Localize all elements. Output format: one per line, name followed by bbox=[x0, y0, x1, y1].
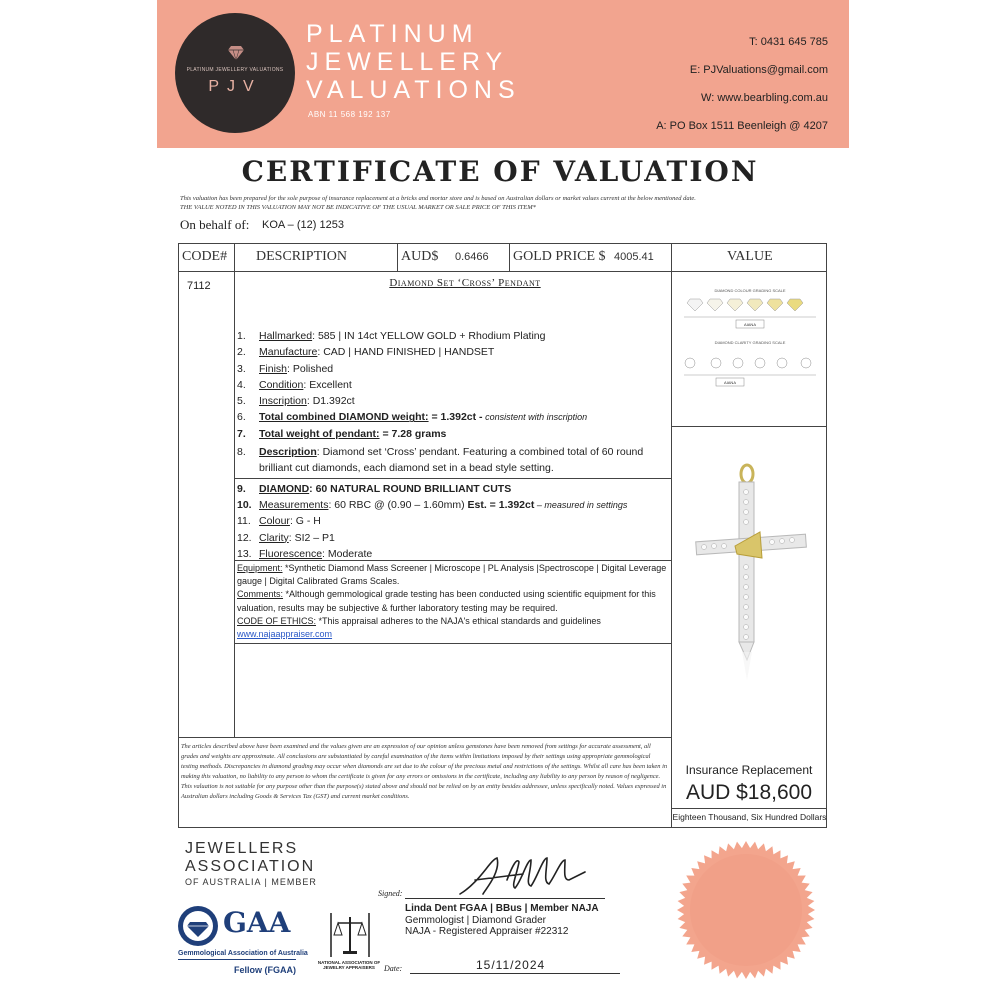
insurance-value-words: Eighteen Thousand, Six Hundred Dollars bbox=[672, 812, 827, 822]
gaa-fellow: Fellow (FGAA) bbox=[234, 965, 296, 975]
equipment-note: Equipment: *Synthetic Diamond Mass Screener | Microscope | PL Analysis |Spectroscope | Digital Leverage gauge | Digital Calibrated Grams Scales. bbox=[237, 563, 667, 587]
code-col-divider bbox=[234, 243, 235, 738]
naja-logo-text: NATIONAL ASSOCIATION OF JEWELRY APPRAISERS bbox=[317, 960, 381, 970]
items-divider-3 bbox=[234, 643, 671, 644]
grading-scale-chart bbox=[676, 285, 824, 417]
company-logo bbox=[175, 13, 295, 133]
email: E: PJValuations@gmail.com bbox=[689, 64, 828, 76]
diamond-logo-icon bbox=[228, 46, 244, 60]
spec-row: 9. DIAMOND: 60 NATURAL ROUND BRILLIANT CUTS bbox=[237, 482, 512, 495]
insurance-value: AUD $18,600 bbox=[685, 781, 813, 804]
date-line bbox=[410, 973, 620, 974]
item-title: Diamond Set ‘Cross’ Pendant bbox=[389, 277, 541, 289]
table-body-bottom bbox=[178, 737, 672, 738]
spec-row: 1. Hallmarked: 585 | IN 14ct YELLOW GOLD + Rhodium Plating bbox=[237, 330, 546, 342]
col-description-header: DESCRIPTION bbox=[256, 249, 348, 264]
naja-scales-icon bbox=[330, 913, 370, 957]
behalf-value: KOA – (12) 1253 bbox=[262, 219, 344, 231]
colour-scale-gems bbox=[687, 299, 803, 311]
item-specifications bbox=[237, 328, 673, 562]
spec-row: 5. Inscription: D1.392ct bbox=[237, 395, 355, 408]
gold-col-divider bbox=[509, 243, 510, 271]
signed-label: Signed: bbox=[378, 889, 403, 898]
spec-row: 11. Colour: G - H bbox=[237, 515, 321, 528]
insurance-label: Insurance Replacement bbox=[685, 763, 813, 777]
insurance-divider bbox=[672, 808, 827, 809]
logo-monogram: PJV bbox=[208, 78, 262, 95]
jaa-logo: JEWELLERS ASSOCIATION bbox=[185, 840, 316, 875]
cross-pendant-image bbox=[690, 462, 812, 692]
naja-link[interactable]: www.najaappraiser.com bbox=[237, 629, 333, 640]
svg-text:AIANA: AIANA bbox=[723, 380, 737, 385]
clarity-scale-gems bbox=[685, 358, 811, 368]
comments-note: Comments: *Although gemmological grade testing has been conducted using scientific equipment for this valuation, results may be subjective & further laboratory testing may be required. bbox=[237, 589, 656, 613]
signer-details: Linda Dent FGAA | BBus | Member NAJA Gemmologist | Diamond Grader NAJA - Registered Appraiser #22312 bbox=[405, 903, 599, 937]
svg-text:DIAMOND CLARITY GRADING SCALE: DIAMOND CLARITY GRADING SCALE bbox=[714, 340, 786, 345]
spec-row: 10. Measurements: 60 RBC @ (0.90 – 1.60mm) Est. = 1.392ct – measured in settings bbox=[237, 498, 628, 511]
brand-name: PLATINUM JEWELLERY VALUATIONS bbox=[306, 20, 521, 104]
item-code: 7112 bbox=[187, 280, 211, 292]
intro-statement: This valuation has been prepared for the sole purpose of insurance replacement at a bricks and mortar store and is based on Australian dollars or market values current at the below mentioned date. THE VALUE NOTED IN THIS VALUATION MAY NOT BE INDICATIVE OF THE USUAL MARKET OR SALE PRICE OF THIS ITEM* bbox=[180, 195, 696, 211]
spec-row: 8. Description: Diamond set ‘Cross’ pendant. Featuring a combined total of 60 round brilliant cut diamonds, each diamond set in a bead style setting. bbox=[237, 446, 644, 475]
gaa-emblem-icon bbox=[177, 905, 219, 947]
col-aud-header: AUD$ bbox=[401, 249, 439, 264]
spec-row: 7. Total weight of pendant: = 7.28 grams bbox=[237, 427, 447, 440]
legal-disclaimer: The articles described above have been examined and the values given are an expression of our opinion unless gemstones have been removed from settings for accurate assessment, all grades and weights are approximate. All conclusions are substantiated by careful examination of the items within limitations imposed by their settings using appropriate gemmological testing methods. Discrepancies in diamond grading may occur when diamonds are set due to the colour of the precious metal and restrictions of the settings. Whilst all care has been taken in making this valuation, no liability to any person to whom the certificate is given for any errors or omissions in the certificate, including any liability to any person by reason of negligence. This valuation is not suitable for any purpose other than the purpose(s) stated above and should not be relied on by an entity besides addressee, unless specifically noted. Values expressed in Australian dollars including Goods & Services Tax (GST) and current market conditions. bbox=[181, 743, 668, 800]
website: W: www.bearbling.com.au bbox=[701, 92, 828, 104]
abn-number: ABN 11 568 192 137 bbox=[308, 110, 391, 119]
svg-text:AIANA: AIANA bbox=[743, 322, 757, 327]
gaa-full-name: Gemmological Association of Australia bbox=[178, 950, 308, 957]
col-gold-header: GOLD PRICE $ bbox=[513, 249, 606, 264]
logo-small-text: PLATINUM JEWELLERY VALUATIONS bbox=[186, 67, 284, 73]
svg-text:DIAMOND COLOUR GRADING SCALE: DIAMOND COLOUR GRADING SCALE bbox=[714, 288, 786, 293]
gaa-logo-text: GAA bbox=[223, 906, 291, 939]
aud-rate: 0.6466 bbox=[455, 251, 489, 263]
valuation-date: 15/11/2024 bbox=[476, 958, 546, 972]
header-row-divider bbox=[178, 271, 827, 272]
jaa-member: OF AUSTRALIA | MEMBER bbox=[185, 877, 317, 887]
col-code-header: CODE# bbox=[182, 249, 228, 264]
col-value-header: VALUE bbox=[727, 249, 773, 264]
date-label: Date: bbox=[384, 964, 403, 973]
value-image-divider bbox=[672, 426, 827, 427]
postal-address: A: PO Box 1511 Beenleigh @ 4207 bbox=[656, 120, 828, 132]
page-title: CERTIFICATE OF VALUATION bbox=[241, 155, 759, 188]
spec-row: 2. Manufacture: CAD | HAND FINISHED | HANDSET bbox=[237, 346, 495, 359]
ethics-note: CODE OF ETHICS: *This appraisal adheres to the NAJA's ethical standards and guidelines bbox=[237, 615, 601, 626]
testing-notes bbox=[237, 562, 669, 641]
embossed-seal bbox=[676, 840, 816, 980]
behalf-label: On behalf of: bbox=[180, 217, 250, 232]
signature bbox=[455, 852, 590, 898]
aud-col-divider bbox=[397, 243, 398, 271]
spec-row: 4. Condition: Excellent bbox=[237, 378, 352, 391]
spec-row: 3. Finish: Polished bbox=[237, 362, 334, 375]
gaa-rule bbox=[178, 959, 296, 960]
gold-price: 4005.41 bbox=[614, 251, 654, 263]
spec-row: 13. Fluorescence: Moderate bbox=[237, 547, 373, 560]
spec-row: 12. Clarity: SI2 – P1 bbox=[237, 531, 335, 544]
spec-row: 6. Total combined DIAMOND weight: = 1.392ct - consistent with inscription bbox=[237, 411, 588, 424]
signature-line bbox=[405, 898, 605, 899]
phone: T: 0431 645 785 bbox=[749, 36, 828, 48]
